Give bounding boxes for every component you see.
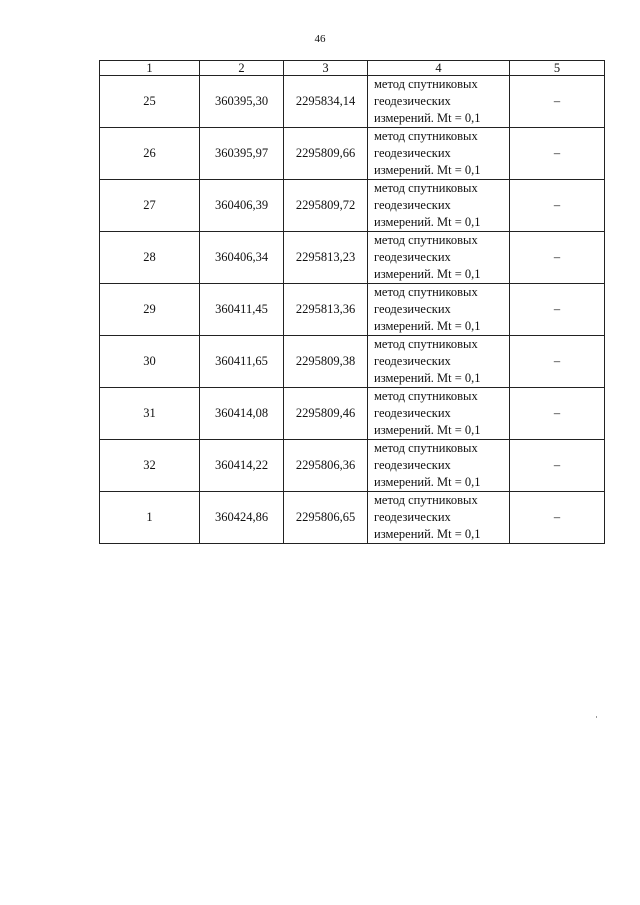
table-row <box>100 440 605 492</box>
y-coordinate-cell: 2295813,36 <box>284 284 368 336</box>
point-number-cell: 29 <box>100 284 200 336</box>
method-cell <box>368 336 510 388</box>
x-coordinate-cell: 360411,65 <box>200 336 284 388</box>
method-line: метод спутниковых <box>374 181 478 195</box>
y-coordinate-cell: 2295806,36 <box>284 440 368 492</box>
error-cell: – <box>510 388 605 440</box>
x-coordinate-cell: 360406,39 <box>200 180 284 232</box>
x-coordinate-cell: 360406,34 <box>200 232 284 284</box>
method-line: метод спутниковых <box>374 389 478 403</box>
y-coordinate-cell: 2295809,72 <box>284 180 368 232</box>
method-line: измерений. Mt = 0,1 <box>374 267 481 281</box>
x-coordinate-cell: 360395,97 <box>200 128 284 180</box>
table-row <box>100 336 605 388</box>
error-cell: – <box>510 128 605 180</box>
method-cell <box>368 128 510 180</box>
table-row <box>100 284 605 336</box>
table-row <box>100 492 605 544</box>
error-cell: – <box>510 492 605 544</box>
method-line: метод спутниковых <box>374 493 478 507</box>
method-line: измерений. Mt = 0,1 <box>374 527 481 541</box>
x-coordinate-cell: 360414,08 <box>200 388 284 440</box>
method-cell <box>368 232 510 284</box>
table-header-row <box>100 61 605 76</box>
table-row <box>100 76 605 128</box>
method-line: метод спутниковых <box>374 285 478 299</box>
y-coordinate-cell: 2295834,14 <box>284 76 368 128</box>
y-coordinate-cell: 2295809,66 <box>284 128 368 180</box>
method-line: метод спутниковых <box>374 441 478 455</box>
x-coordinate-cell: 360424,86 <box>200 492 284 544</box>
column-header-4: 4 <box>368 61 510 76</box>
method-line: метод спутниковых <box>374 233 478 247</box>
error-cell: – <box>510 76 605 128</box>
method-line: измерений. Mt = 0,1 <box>374 475 481 489</box>
method-line: метод спутниковых <box>374 337 478 351</box>
method-cell <box>368 440 510 492</box>
coordinates-table <box>99 60 605 544</box>
method-line: измерений. Mt = 0,1 <box>374 111 481 125</box>
error-cell: – <box>510 336 605 388</box>
method-line: геодезических <box>374 302 451 316</box>
point-number-cell: 28 <box>100 232 200 284</box>
point-number-cell: 1 <box>100 492 200 544</box>
y-coordinate-cell: 2295806,65 <box>284 492 368 544</box>
y-coordinate-cell: 2295813,23 <box>284 232 368 284</box>
method-line: геодезических <box>374 198 451 212</box>
method-line: геодезических <box>374 250 451 264</box>
y-coordinate-cell: 2295809,46 <box>284 388 368 440</box>
column-header-2: 2 <box>200 61 284 76</box>
method-line: геодезических <box>374 406 451 420</box>
column-header-1: 1 <box>100 61 200 76</box>
method-cell <box>368 284 510 336</box>
error-cell: – <box>510 232 605 284</box>
method-line: измерений. Mt = 0,1 <box>374 371 481 385</box>
x-coordinate-cell: 360411,45 <box>200 284 284 336</box>
method-line: измерений. Mt = 0,1 <box>374 215 481 229</box>
table-row <box>100 180 605 232</box>
x-coordinate-cell: 360395,30 <box>200 76 284 128</box>
method-line: геодезических <box>374 146 451 160</box>
table-row <box>100 232 605 284</box>
column-header-5: 5 <box>510 61 605 76</box>
scan-speck <box>596 716 597 718</box>
error-cell: – <box>510 180 605 232</box>
error-cell: – <box>510 440 605 492</box>
point-number-cell: 27 <box>100 180 200 232</box>
method-line: измерений. Mt = 0,1 <box>374 423 481 437</box>
column-header-3: 3 <box>284 61 368 76</box>
table-row <box>100 128 605 180</box>
y-coordinate-cell: 2295809,38 <box>284 336 368 388</box>
method-cell <box>368 492 510 544</box>
method-line: измерений. Mt = 0,1 <box>374 163 481 177</box>
method-line: измерений. Mt = 0,1 <box>374 319 481 333</box>
method-line: метод спутниковых <box>374 129 478 143</box>
method-cell <box>368 76 510 128</box>
method-cell <box>368 180 510 232</box>
point-number-cell: 32 <box>100 440 200 492</box>
x-coordinate-cell: 360414,22 <box>200 440 284 492</box>
point-number-cell: 30 <box>100 336 200 388</box>
method-line: метод спутниковых <box>374 77 478 91</box>
method-line: геодезических <box>374 94 451 108</box>
point-number-cell: 25 <box>100 76 200 128</box>
table-row <box>100 388 605 440</box>
point-number-cell: 26 <box>100 128 200 180</box>
point-number-cell: 31 <box>100 388 200 440</box>
method-cell <box>368 388 510 440</box>
error-cell: – <box>510 284 605 336</box>
method-line: геодезических <box>374 354 451 368</box>
method-line: геодезических <box>374 458 451 472</box>
method-line: геодезических <box>374 510 451 524</box>
page-number: 46 <box>314 33 326 45</box>
